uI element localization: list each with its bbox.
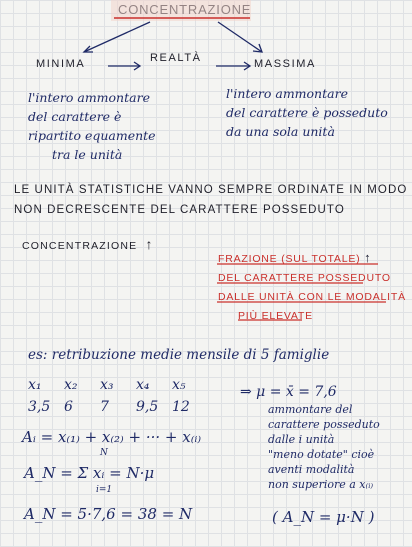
example-heading: es: retribuzione medie mensile di 5 famiglie (28, 347, 330, 363)
max-desc-line: da una sola unità (226, 124, 335, 139)
branch-massima: MASSIMA (254, 58, 316, 70)
min-desc-line: tra le unità (52, 147, 123, 162)
arrow-right-icon (218, 22, 262, 52)
x-value: 3,5 (28, 399, 51, 415)
fraction-line: DALLE UNITÀ CON LE MODALITÀ (218, 291, 406, 303)
formula-an-value: A_N = 5·7,6 = 38 = N (24, 505, 193, 523)
fraction-line: PIÙ ELEVATE (238, 310, 313, 322)
ai-desc-line: non superiore a x₍ᵢ₎ (268, 478, 374, 491)
sum-upper-limit: N (100, 448, 108, 458)
x-label: x₅ (172, 377, 186, 393)
fraction-line: DEL CARATTERE POSSEDUTO (218, 272, 391, 284)
arrow-up-icon: ↑ (145, 236, 154, 252)
min-desc-line: del carattere è (28, 109, 122, 124)
arrow-up-icon: ↑ (364, 250, 372, 265)
formula-ai: Aᵢ = x₍₁₎ + x₍₂₎ + ··· + x₍ᵢ₎ (22, 428, 202, 446)
x-value: 9,5 (136, 399, 159, 415)
min-desc-line: ripartito equamente (28, 128, 156, 143)
branch-minima: MINIMA (36, 58, 86, 70)
fraction-desc (218, 248, 406, 326)
ai-desc-line: ammontare del (268, 403, 353, 416)
max-desc-line: l'intero ammontare (226, 86, 348, 101)
x-values-row (28, 399, 208, 415)
fraction-line: FRAZIONE (SUL TOTALE) ↑ (218, 250, 372, 265)
branch-realta: REALTÀ (150, 52, 202, 64)
statement-line: LE UNITÀ STATISTICHE VANNO SEMPRE ORDINATE IN MODO (14, 184, 408, 196)
ai-desc (268, 402, 380, 492)
x-label: x₃ (100, 377, 114, 393)
sum-lower-limit: i=1 (96, 485, 113, 495)
statement-line: NON DECRESCENTE DEL CARATTERE POSSEDUTO (14, 204, 345, 216)
min-desc-line: l'intero ammontare (28, 90, 150, 105)
ai-desc-line: "meno dotate" cioè (268, 448, 375, 461)
x-label: x₂ (64, 377, 78, 393)
ai-desc-line: dalle i unità (268, 433, 335, 446)
max-desc (226, 84, 388, 141)
x-label: x₄ (136, 377, 150, 393)
mean-result: ⇒ μ = x̄ = 7,6 (240, 384, 337, 400)
x-value: 6 (64, 399, 73, 415)
x-value: 7 (100, 399, 109, 415)
formula-an: A_N = Σ xᵢ = N·μ (24, 464, 155, 482)
concentration-text: CONCENTRAZIONE (22, 240, 138, 252)
x-labels-row (28, 377, 208, 393)
x-value: 12 (172, 399, 190, 415)
max-desc-line: del carattere è posseduto (226, 105, 388, 120)
x-label: x₁ (28, 377, 42, 393)
ai-desc-line: aventi modalità (268, 463, 355, 476)
arrow-left-icon (84, 22, 150, 52)
ai-desc-line: carattere posseduto (268, 418, 380, 431)
min-desc (28, 88, 156, 164)
ordering-statement (14, 180, 407, 220)
concentration-label (22, 236, 154, 252)
boxed-formula: ( A_N = μ·N ) (272, 508, 375, 526)
